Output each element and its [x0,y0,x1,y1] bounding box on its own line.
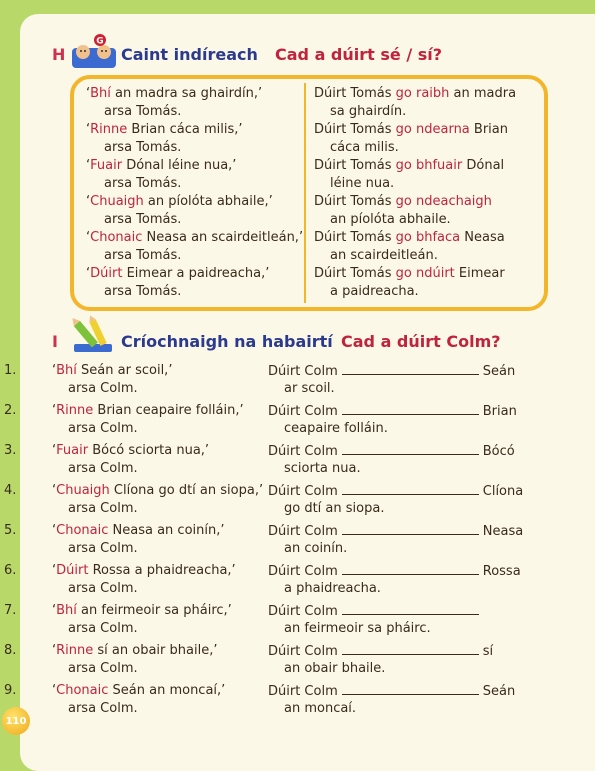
direct-speech-line [52,642,217,660]
sentence-text: Bócó sciorta nua,’ [88,443,210,458]
answer-start: Dúirt Colm [268,364,338,379]
speaker-line: arsa Tomás. [104,140,182,155]
open-quote: ‘ [52,683,57,698]
verb: Rinne [90,122,128,137]
sentence-text: Rossa a phaidreacha,’ [88,563,236,578]
answer-line [268,522,523,541]
answer-line [268,642,493,661]
answer-blank[interactable] [342,682,479,695]
answer-start: Dúirt Colm [268,484,338,499]
sentence-continuation: an scairdeitleán. [330,248,438,263]
sentence-text: Brian [469,122,508,137]
answer-blank[interactable] [342,482,479,495]
answer-end: sí [482,644,494,659]
answer-line [268,402,517,421]
exercise-number: 3. [4,443,17,458]
indirect-speech-line [314,157,539,175]
direct-speech-line [52,362,172,380]
verb: Bhí [56,603,77,618]
sentence-continuation: an píolóta abhaile. [330,212,451,227]
open-quote: ‘ [86,194,91,209]
speaker-line: arsa Colm. [68,421,138,436]
answer-start: Dúirt Colm [268,684,338,699]
direct-speech-line [86,193,301,211]
answer-line [268,602,483,621]
speaker-line: arsa Colm. [68,621,138,636]
direct-speech-line [52,682,225,700]
indirect-speech-column [314,85,539,301]
speaker-line: arsa Colm. [68,661,138,676]
answer-end: Seán [482,364,516,379]
speaker-line: arsa Colm. [68,701,138,716]
sentence-text: Seán ar scoil,’ [76,363,173,378]
exercise-number: 8. [4,643,17,658]
direct-speech-line [86,157,301,175]
answer-end: Rossa [482,564,521,579]
direct-speech-column [86,85,304,301]
sentence-text: an feirmeoir sa pháirc,’ [76,603,232,618]
children-g-icon [70,34,118,70]
verb: Fuair [90,158,123,173]
sentence-text: Eimear [454,266,505,281]
verb: Chonaic [56,523,109,538]
sentence-start: Dúirt Tomás [314,194,396,209]
sentence-continuation: a paidreacha. [330,284,419,299]
speaker-line: arsa Colm. [68,381,138,396]
page-number: 110 [2,707,30,735]
answer-blank[interactable] [342,602,479,615]
sentence-continuation: léine nua. [330,176,395,191]
answer-line [268,442,515,461]
section-h-title: Caint indíreach [121,45,258,64]
section-i-question: Cad a dúirt Colm? [341,332,501,351]
sentence-continuation: cáca milis. [330,140,399,155]
exercise-number: 5. [4,523,17,538]
answer-start: Dúirt Colm [268,404,338,419]
verb: go ndeachaigh [395,194,492,209]
speaker-line: arsa Colm. [68,501,138,516]
sentence-text: Neasa [460,230,505,245]
open-quote: ‘ [52,603,57,618]
open-quote: ‘ [86,266,91,281]
verb: go ndearna [395,122,470,137]
speaker-line: arsa Tomás. [104,212,182,227]
answer-continuation: ceapaire folláin. [284,421,388,436]
answer-blank[interactable] [342,642,479,655]
exercise-number: 7. [4,603,17,618]
speaker-line: arsa Tomás. [104,284,182,299]
answer-line [268,562,521,581]
verb: Rinne [56,643,94,658]
answer-start: Dúirt Colm [268,444,338,459]
indirect-speech-line [314,193,539,211]
sentence-text: an píolóta abhaile,’ [143,194,273,209]
verb: go raibh [395,86,450,101]
verb: Chuaigh [56,483,110,498]
open-quote: ‘ [86,122,91,137]
direct-speech-line [52,402,244,420]
answer-blank[interactable] [342,402,479,415]
direct-speech-line [52,562,236,580]
answer-end: Bócó [482,444,515,459]
sentence-text: Neasa an coinín,’ [108,523,225,538]
verb: Fuair [56,443,89,458]
open-quote: ‘ [86,158,91,173]
open-quote: ‘ [52,443,57,458]
exercise-number: 2. [4,403,17,418]
sentence-start: Dúirt Tomás [314,158,396,173]
answer-blank[interactable] [342,362,479,375]
section-h-question: Cad a dúirt sé / sí? [275,45,443,64]
verb: Chuaigh [90,194,144,209]
direct-speech-line [52,522,225,540]
answer-continuation: an obair bhaile. [284,661,386,676]
answer-start: Dúirt Colm [268,644,338,659]
verb: Dúirt [56,563,89,578]
exercise-number: 1. [4,363,17,378]
section-i-title: Críochnaigh na habairtí [121,332,333,351]
sentence-continuation: sa ghairdín. [330,104,407,119]
verb: Chonaic [56,683,109,698]
answer-line [268,682,515,701]
sentence-text: Eimear a paidreacha,’ [122,266,270,281]
answer-start: Dúirt Colm [268,564,338,579]
verb: Bhí [90,86,111,101]
open-quote: ‘ [52,643,57,658]
speaker-line: arsa Tomás. [104,176,182,191]
verb: Chonaic [90,230,143,245]
verb: go bhfaca [395,230,461,245]
answer-start: Dúirt Colm [268,524,338,539]
open-quote: ‘ [86,230,91,245]
indirect-speech-line [314,229,539,247]
svg-text:G: G [96,36,104,47]
answer-start: Dúirt Colm [268,604,338,619]
sentence-start: Dúirt Tomás [314,266,396,281]
answer-blank[interactable] [342,442,479,455]
sentence-start: Dúirt Tomás [314,230,396,245]
sentence-start: Dúirt Tomás [314,86,396,101]
exercise-number: 6. [4,563,17,578]
open-quote: ‘ [52,483,57,498]
open-quote: ‘ [52,403,57,418]
answer-blank[interactable] [342,562,479,575]
open-quote: ‘ [52,563,57,578]
sentence-text: Dónal [462,158,505,173]
answer-continuation: a phaidreacha. [284,581,381,596]
answer-continuation: an feirmeoir sa pháirc. [284,621,431,636]
box-divider [304,83,306,303]
answer-continuation: an moncaí. [284,701,357,716]
direct-speech-line [52,442,209,460]
direct-speech-line [86,265,301,283]
exercise-number: 4. [4,483,17,498]
answer-continuation: an coinín. [284,541,348,556]
verb: go ndúirt [395,266,455,281]
speaker-line: arsa Colm. [68,541,138,556]
indirect-speech-line [314,265,539,283]
open-quote: ‘ [52,523,57,538]
speaker-line: arsa Colm. [68,461,138,476]
direct-speech-line [86,121,301,139]
direct-speech-line [86,229,304,247]
indirect-speech-line [314,121,539,139]
sentence-text: Brian ceapaire folláin,’ [93,403,244,418]
answer-continuation: sciorta nua. [284,461,361,476]
answer-line [268,482,523,501]
answer-continuation: go dtí an siopa. [284,501,385,516]
sentence-text: an madra sa ghairdín,’ [110,86,263,101]
verb: Dúirt [90,266,123,281]
answer-line [268,362,515,381]
sentence-text: an madra [449,86,517,101]
open-quote: ‘ [52,363,57,378]
verb: Bhí [56,363,77,378]
sentence-text: sí an obair bhaile,’ [93,643,218,658]
answer-end: Seán [482,684,516,699]
answer-end: Neasa [482,524,524,539]
answer-continuation: ar scoil. [284,381,335,396]
sentence-text: Neasa an scairdeitleán,’ [142,230,304,245]
answer-end: Brian [482,404,517,419]
sentence-start: Dúirt Tomás [314,122,396,137]
answer-blank[interactable] [342,522,479,535]
sentence-text: Brian cáca milis,’ [127,122,243,137]
section-h-letter: H [52,45,66,64]
speaker-line: arsa Colm. [68,581,138,596]
section-i-letter: I [52,332,58,351]
indirect-speech-line [314,85,539,103]
direct-speech-line [86,85,301,103]
verb: Rinne [56,403,94,418]
sentence-text: Dónal léine nua,’ [122,158,237,173]
speaker-line: arsa Tomás. [104,104,182,119]
speaker-line: arsa Tomás. [104,248,182,263]
exercise-number: 9. [4,683,17,698]
sentence-text: Clíona go dtí an siopa,’ [109,483,264,498]
answer-end: Clíona [482,484,524,499]
direct-speech-line [52,482,263,500]
verb: go bhfuair [395,158,463,173]
crayons-icon [70,314,116,356]
reported-speech-box [70,75,548,311]
open-quote: ‘ [86,86,91,101]
direct-speech-line [52,602,232,620]
sentence-text: Seán an moncaí,’ [108,683,226,698]
